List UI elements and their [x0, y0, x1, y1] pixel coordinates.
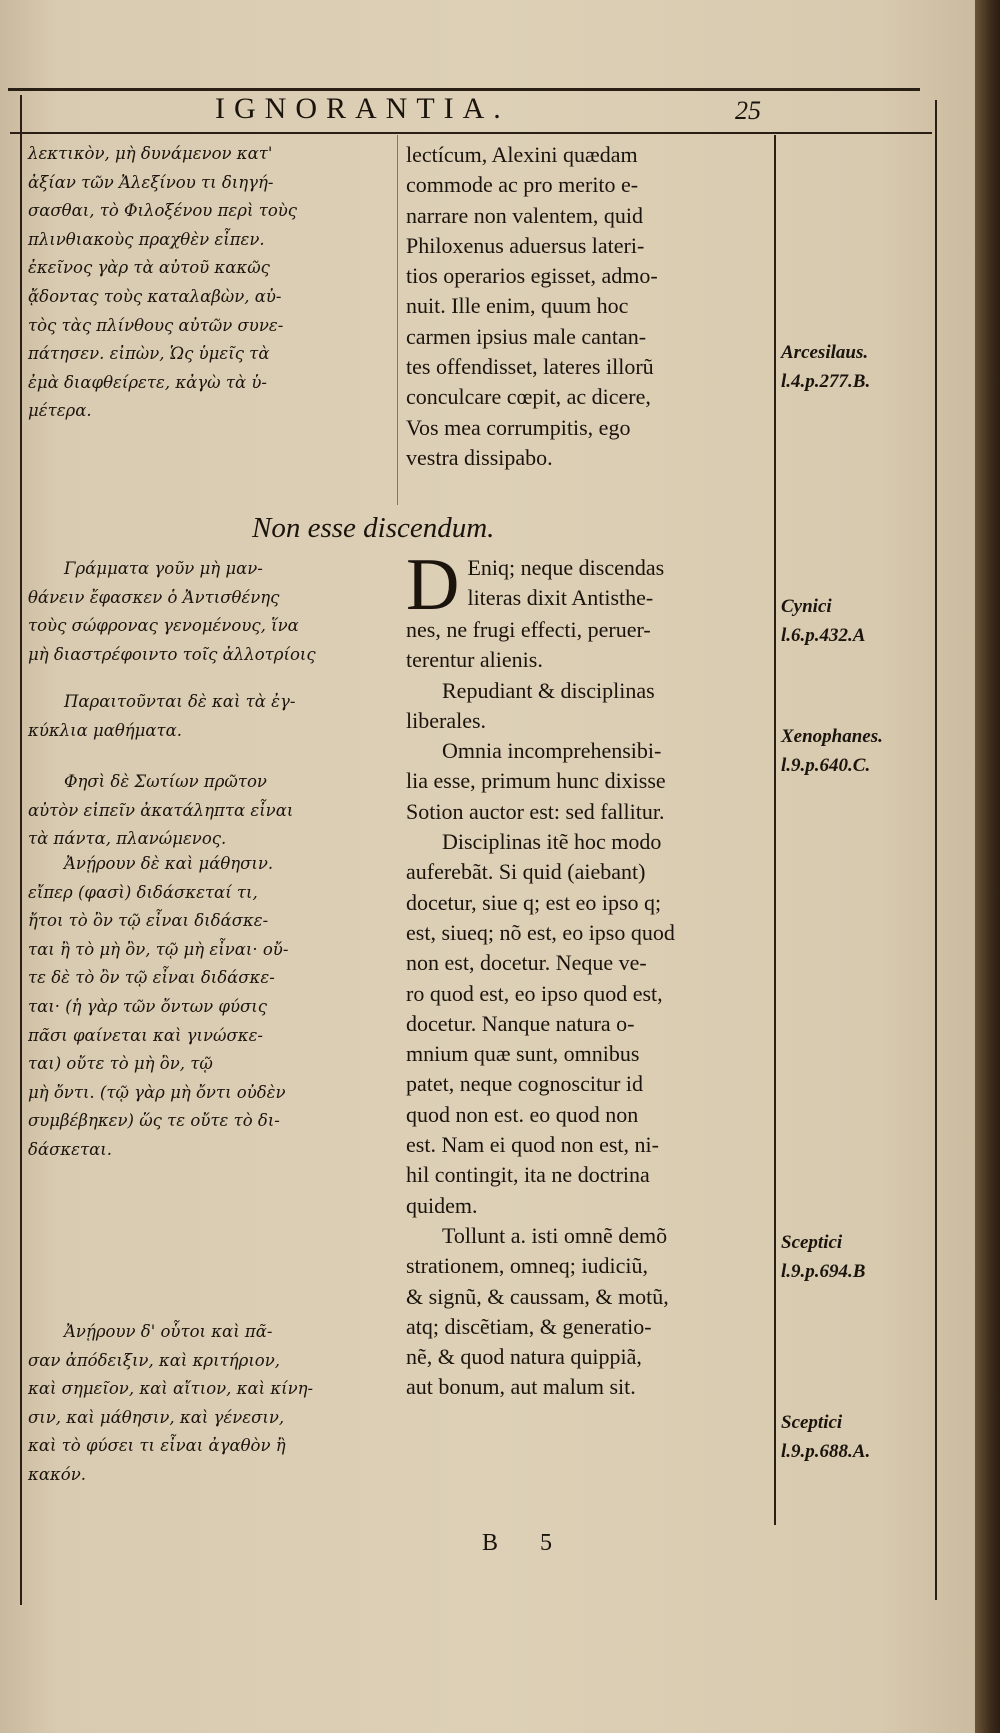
- greek-line: ἐκεῖνος γὰρ τὰ αὐτοῦ κακῶς: [28, 258, 270, 278]
- latin-line: Tollunt a. isti omnẽ demõ: [442, 1222, 668, 1248]
- latin-line: terentur alienis.: [406, 647, 543, 673]
- margin-note-name: Sceptici: [781, 1412, 843, 1433]
- greek-line: σασθαι, τὸ Φιλοξένου περὶ τοὺς: [28, 201, 298, 221]
- right-frame-rule: [935, 100, 937, 1600]
- running-title: IGNORANTIA.: [215, 92, 510, 125]
- latin-line: Philoxenus aduersus lateri-: [406, 232, 645, 258]
- greek-line: πλινθιακοὺς πραχθὲν εἶπεν.: [28, 229, 265, 249]
- latin-line: docetur. Nanque natura o-: [406, 1010, 635, 1036]
- latin-line: tes offendisset, lateres illorũ: [406, 354, 654, 380]
- greek-line: εἴπερ (φασὶ) διδάσκεταί τι,: [28, 882, 258, 902]
- greek-line: καὶ τὸ φύσει τι εἶναι ἀγαθὸν ἢ: [28, 1436, 286, 1456]
- latin-line: aut bonum, aut malum sit.: [406, 1374, 636, 1400]
- margin-note-name: Sceptici: [781, 1232, 843, 1253]
- column-rule: [397, 135, 398, 505]
- greek-line: ται) οὔτε τὸ μὴ ὂν, τῷ: [28, 1054, 213, 1074]
- margin-note: [781, 338, 941, 396]
- greek-line: ᾄδοντας τοὺς καταλαβὼν, αὐ-: [28, 286, 282, 306]
- margin-note-ref: l.9.p.640.C.: [781, 755, 871, 776]
- latin-line: conculcare cœpit, ac dicere,: [406, 384, 651, 410]
- book-edge: [975, 0, 1000, 1733]
- margin-note: [781, 1228, 941, 1286]
- margin-note-ref: l.4.p.277.B.: [781, 371, 871, 392]
- greek-line: Παραιτοῦνται δὲ καὶ τὰ ἐγ-: [64, 692, 296, 711]
- greek-line: λεκτικὸν, μὴ δυνάμενον κατ': [28, 144, 273, 163]
- greek-line: Ἀνῄρουν δὲ καὶ μάθησιν.: [64, 854, 274, 873]
- greek-line: ἐμὰ διαφθείρετε, κἀγὼ τὰ ὑ-: [28, 372, 267, 392]
- greek-line: τὸς τὰς πλίνθους αὐτῶν συνε-: [28, 315, 284, 335]
- signature-mark: B 5: [482, 1530, 571, 1556]
- margin-note-ref: l.9.p.694.B: [781, 1261, 866, 1282]
- greek-line: ἤτοι τὸ ὂν τῷ εἶναι διδάσκε-: [28, 911, 269, 931]
- greek-block-2: [28, 555, 388, 669]
- latin-line: commode ac pro merito e-: [406, 172, 639, 198]
- margin-note-ref: l.9.p.688.A.: [781, 1441, 871, 1462]
- greek-block-5: [28, 850, 388, 1165]
- latin-line: nes, ne frugi effecti, peruer-: [406, 617, 651, 642]
- greek-line: κακόν.: [28, 1464, 86, 1484]
- latin-line: Omnia incomprehensibi-: [442, 738, 662, 764]
- latin-line: ro quod est, eo ipso quod est,: [406, 980, 663, 1006]
- greek-line: πάτησεν. εἰπὼν, Ὡς ὑμεῖς τὰ: [28, 344, 270, 364]
- top-rule: [8, 88, 920, 91]
- greek-block-6: [28, 1318, 388, 1490]
- greek-line: τε δὲ τὸ ὂν τῷ εἶναι διδάσκε-: [28, 968, 275, 988]
- latin-line: non est, docetur. Neque ve-: [406, 950, 647, 976]
- latin-line: Repudiant & disciplinas: [442, 677, 655, 703]
- section-heading: Non esse discendum.: [252, 512, 495, 544]
- latin-line: docetur, siue q; est eo ipso q;: [406, 889, 662, 915]
- latin-line: strationem, omneq; iudiciũ,: [406, 1253, 648, 1279]
- greek-line: μὴ διαστρέφοιντο τοῖς ἀλλοτρίοις: [28, 644, 316, 664]
- greek-line: ται ἢ τὸ μὴ ὂν, τῷ μὴ εἶναι· οὔ-: [28, 939, 289, 959]
- greek-line: συμβέβηκεν) ὥς τε οὔτε τὸ δι-: [28, 1111, 280, 1131]
- margin-note-ref: l.6.p.432.A: [781, 625, 866, 646]
- greek-line: θάνειν ἔφασκεν ὁ Ἀντισθένης: [28, 587, 280, 607]
- latin-line: mnium quæ sunt, omnibus: [406, 1041, 640, 1067]
- greek-line: τοὺς σώφρονας γενομένους, ἵνα: [28, 616, 299, 636]
- left-frame-rule: [20, 95, 22, 1605]
- margin-rule: [774, 135, 776, 1525]
- margin-note-name: Xenophanes.: [781, 726, 883, 747]
- header-rule: [10, 132, 932, 134]
- greek-line: ἀξίαν τῶν Ἀλεξίνου τι διηγή-: [28, 172, 274, 192]
- greek-block-4: [28, 768, 388, 854]
- latin-line: hil contingit, ita ne doctrina: [406, 1162, 650, 1188]
- latin-line: liberales.: [406, 707, 487, 733]
- latin-line: carmen ipsius male cantan-: [406, 323, 647, 349]
- margin-note: [781, 722, 941, 780]
- greek-line: Φησὶ δὲ Σωτίων πρῶτον: [64, 772, 267, 791]
- greek-block-3: [28, 688, 388, 745]
- page-number: 25: [735, 96, 761, 125]
- latin-line: Disciplinas itẽ hoc modo: [442, 829, 662, 855]
- latin-line: atq; discẽtiam, & generatio-: [406, 1313, 652, 1339]
- latin-line: nẽ, & quod natura quippiã,: [406, 1344, 642, 1370]
- latin-line: auferebãt. Si quid (aiebant): [406, 859, 646, 885]
- latin-line: Sotion auctor est: sed fallitur.: [406, 798, 665, 824]
- margin-note-name: Cynici: [781, 596, 832, 617]
- running-header: [0, 92, 975, 132]
- greek-line: τὰ πάντα, πλανώμενος.: [28, 829, 227, 849]
- greek-line: καὶ σημεῖον, καὶ αἴτιον, καὶ κίνη-: [28, 1379, 314, 1399]
- latin-line: tios operarios egisset, admo-: [406, 263, 658, 289]
- greek-line: Γράμματα γοῦν μὴ μαν-: [64, 559, 263, 578]
- greek-line: πᾶσι φαίνεται καὶ γινώσκε-: [28, 1025, 264, 1045]
- latin-line: literas dixit Antisthe-: [467, 585, 654, 611]
- latin-line: lia esse, primum hunc dixisse: [406, 768, 666, 794]
- latin-line: quod non est. eo quod non: [406, 1101, 639, 1127]
- greek-line: κύκλια μαθήματα.: [28, 720, 183, 740]
- margin-note: [781, 1408, 941, 1466]
- latin-line: nuit. Ille enim, quum hoc: [406, 293, 629, 319]
- latin-block-section: [406, 544, 768, 1403]
- greek-line: Ἀνῄρουν δ' οὗτοι καὶ πᾶ-: [64, 1322, 273, 1341]
- greek-line: αὐτὸν εἰπεῖν ἀκατάληπτα εἶναι: [28, 800, 294, 820]
- latin-block-top: [406, 140, 768, 473]
- latin-line: est. Nam ei quod non est, ni-: [406, 1132, 659, 1158]
- latin-line: lectícum, Alexini quædam: [406, 142, 638, 167]
- latin-line: patet, neque cognoscitur id: [406, 1071, 644, 1097]
- greek-line: μὴ ὄντι. (τῷ γὰρ μὴ ὄντι οὐδὲν: [28, 1082, 286, 1102]
- latin-line: narrare non valentem, quid: [406, 202, 644, 228]
- margin-note: [781, 592, 941, 650]
- greek-line: δάσκεται.: [28, 1139, 112, 1159]
- greek-line: σαν ἀπόδειξιν, καὶ κριτήριον,: [28, 1350, 280, 1370]
- latin-line: Eniq; neque discendas: [467, 555, 665, 580]
- greek-line: ται· (ἡ γὰρ τῶν ὄντων φύσις: [28, 996, 267, 1016]
- greek-block-1: [28, 140, 388, 426]
- latin-line: est, siueq; nõ est, eo ipso quod: [406, 919, 675, 945]
- greek-line: μέτερα.: [28, 401, 92, 421]
- drop-cap: D: [406, 544, 460, 626]
- margin-note-name: Arcesilaus.: [781, 342, 869, 363]
- latin-line: vestra dissipabo.: [406, 444, 553, 470]
- latin-line: quidem.: [406, 1192, 478, 1218]
- greek-line: σιν, καὶ μάθησιν, καὶ γένεσιν,: [28, 1407, 285, 1427]
- latin-line: Vos mea corrumpitis, ego: [406, 414, 631, 440]
- latin-line: & signũ, & caussam, & motũ,: [406, 1283, 669, 1309]
